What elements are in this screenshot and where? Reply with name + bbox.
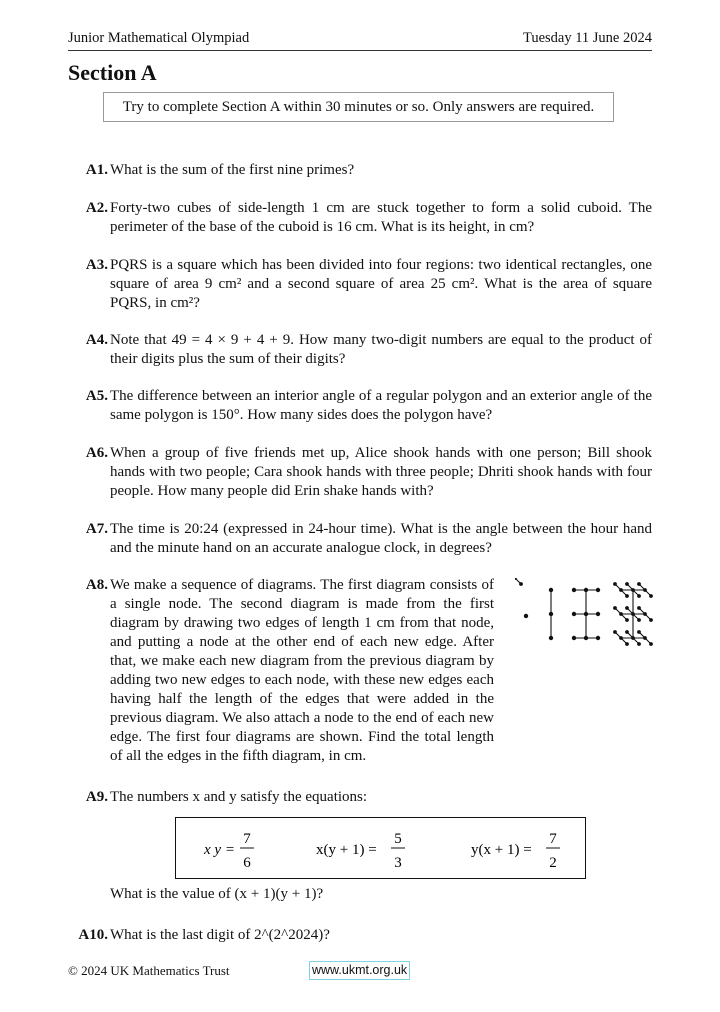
section-title: Section A (68, 60, 157, 85)
question-text: What is the value of (x + 1)(y + 1)? (110, 886, 324, 902)
question-a9-followup (72, 885, 652, 904)
question-number: A8. (85, 577, 108, 593)
question-a1 (72, 161, 652, 180)
question-a6 (72, 444, 652, 501)
diagram-3 (572, 588, 600, 640)
question-text: The difference between an interior angle of a regular polygon and an exterior angle of the same polygon is 150°. How many sides does the polygon have? (110, 388, 652, 423)
website-link[interactable]: www.ukmt.org.uk (309, 961, 410, 980)
question-number: A7. (85, 521, 108, 537)
question-a4 (72, 331, 652, 369)
exam-date: Tuesday 11 June 2024 (522, 30, 652, 46)
equation-denominator: 6 (243, 855, 251, 871)
equation-3 (471, 831, 560, 871)
question-a3 (72, 256, 652, 313)
equation-denominator: 3 (394, 855, 402, 871)
diagram-4 (515, 578, 653, 646)
equation-lhs: x y = (204, 842, 235, 858)
equation-numerator: 7 (549, 831, 557, 847)
question-number: A1. (85, 162, 108, 178)
equation-denominator: 2 (549, 855, 557, 871)
equation-1 (203, 831, 254, 871)
equation-numerator: 7 (243, 831, 251, 847)
question-a5 (72, 387, 652, 425)
competition-name: Junior Mathematical Olympiad (68, 30, 250, 46)
question-text: Forty-two cubes of side-length 1 cm are stuck together to form a solid cuboid. The perimeter of the base of the cuboid is 16 cm. What is its height, in cm? (110, 200, 652, 235)
diagram-1 (524, 614, 528, 618)
equation-lhs: y(x + 1) = (471, 842, 532, 858)
question-a8 (72, 576, 494, 766)
question-text: We make a sequence of diagrams. The first diagram consists of a single node. The second diagram is made from the first diagram by drawing two edges of length 1 cm from that node, and putting a node at the other end of each new edge. After that, we make each new diagram from the previous diagram by adding two new edges to each node, with these new edges each having half the length of the edges that were added in the previous diagram. We also attach a node to the end of each new edge. The first four diagrams are shown. Find the total length of all the edges in the fifth diagram, in cm. (110, 577, 494, 764)
instruction-box: Try to complete Section A within 30 minutes or so. Only answers are required. (103, 92, 614, 122)
question-a9 (72, 788, 652, 807)
question-a7 (72, 520, 652, 558)
question-number: A9. (85, 789, 108, 805)
equations-box (175, 817, 586, 879)
equation-lhs: x(y + 1) = (316, 842, 377, 858)
question-a2 (72, 199, 652, 237)
question-number: A3. (85, 257, 108, 273)
equation-numerator: 5 (394, 831, 402, 847)
question-number: A6. (85, 445, 108, 461)
question-text: PQRS is a square which has been divided into four regions: two identical rectangles, one square of area 9 cm² and a second square of area 25 cm². What is the area of square PQRS, in cm²? (110, 257, 652, 311)
question-text: The time is 20:24 (expressed in 24-hour time). What is the angle between the hour hand and the minute hand on an accurate analogue clock, in degrees? (110, 521, 652, 556)
diagram-2 (549, 588, 553, 640)
question-a10 (72, 926, 652, 945)
question-text: When a group of five friends met up, Alice shook hands with one person; Bill shook hands with two people; Cara shook hands with three people; Dhriti shook hands with four people. How many people did Erin shake hands with? (110, 445, 652, 499)
question-number: A4. (85, 332, 108, 348)
page-header (68, 30, 652, 51)
question-text: The numbers x and y satisfy the equations: (110, 789, 368, 805)
question-number: A5. (85, 388, 108, 404)
question-text: What is the last digit of 2^(2^2024)? (110, 927, 330, 943)
equation-2 (316, 831, 405, 871)
node-diagrams (515, 578, 655, 648)
question-text: What is the sum of the first nine primes? (110, 162, 355, 178)
question-number: A10. (78, 927, 108, 943)
question-text: Note that 49 = 4 × 9 + 4 + 9. How many two-digit numbers are equal to the product of their digits plus the sum of their digits? (110, 332, 652, 367)
copyright: © 2024 UK Mathematics Trust (68, 963, 230, 978)
question-number: A2. (85, 200, 108, 216)
